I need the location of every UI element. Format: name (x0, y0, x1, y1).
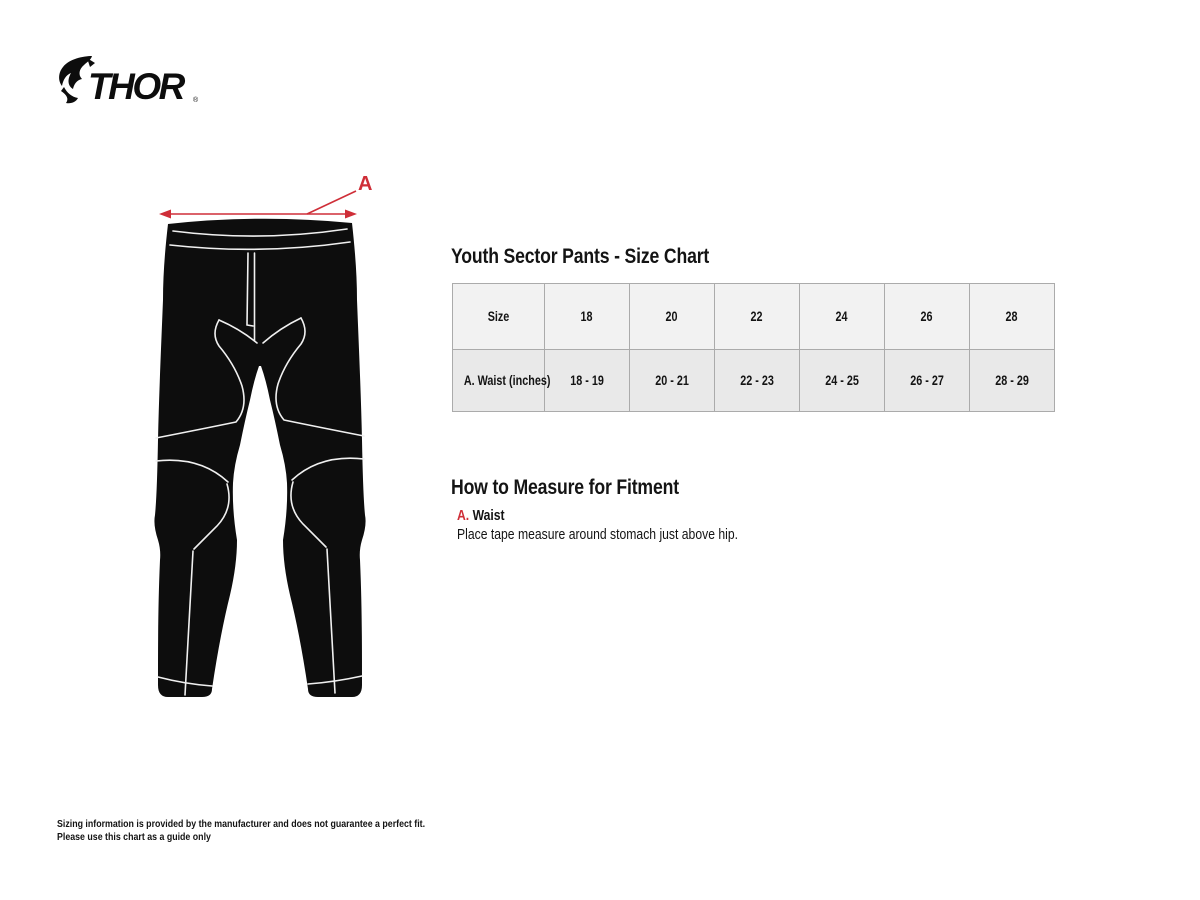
disclaimer-line-2: Please use this chart as a guide only (57, 830, 211, 843)
size-value-cell: 20 - 21 (630, 350, 715, 412)
size-chart-body (453, 350, 1055, 412)
how-to-measure-section (451, 476, 792, 543)
measure-item-heading (457, 508, 792, 524)
size-value-cell: 26 - 27 (885, 350, 970, 412)
measurement-label-a: A (358, 173, 373, 195)
waist-measurement-arrow (159, 191, 357, 219)
measure-items (451, 508, 792, 543)
size-chart-value-row (453, 350, 1055, 412)
footer-disclaimer (57, 818, 495, 843)
column-header-18: 18 (545, 284, 630, 350)
size-chart-header-row (453, 284, 1055, 350)
size-chart-table (452, 283, 1055, 412)
column-header-26: 26 (885, 284, 970, 350)
pants-diagram (140, 165, 380, 725)
measure-item-instruction: Place tape measure around stomach just above hip. (457, 527, 738, 543)
registered-trademark-symbol: ® (193, 97, 199, 104)
size-value-cell: 18 - 19 (545, 350, 630, 412)
how-to-measure-title: How to Measure for Fitment (451, 476, 679, 499)
measure-item-name: Waist (472, 508, 505, 524)
column-header-28: 28 (970, 284, 1055, 350)
size-chart-header (453, 284, 1055, 350)
column-header-size: Size (453, 284, 545, 350)
column-header-24: 24 (800, 284, 885, 350)
column-header-20: 20 (630, 284, 715, 350)
thor-logo (57, 55, 207, 107)
row-label: A. Waist (inches) (453, 350, 545, 412)
size-value-cell: 28 - 29 (970, 350, 1055, 412)
measure-item-key: A. (457, 508, 473, 524)
size-value-cell: 22 - 23 (715, 350, 800, 412)
disclaimer-line-1: Sizing information is provided by the manufacturer and does not guarantee a perfect fit. (57, 818, 426, 830)
size-value-cell: 24 - 25 (800, 350, 885, 412)
pants-silhouette (154, 219, 365, 697)
size-chart-title: Youth Sector Pants - Size Chart (451, 245, 710, 268)
column-header-22: 22 (715, 284, 800, 350)
brand-wordmark: THOR (88, 66, 183, 107)
